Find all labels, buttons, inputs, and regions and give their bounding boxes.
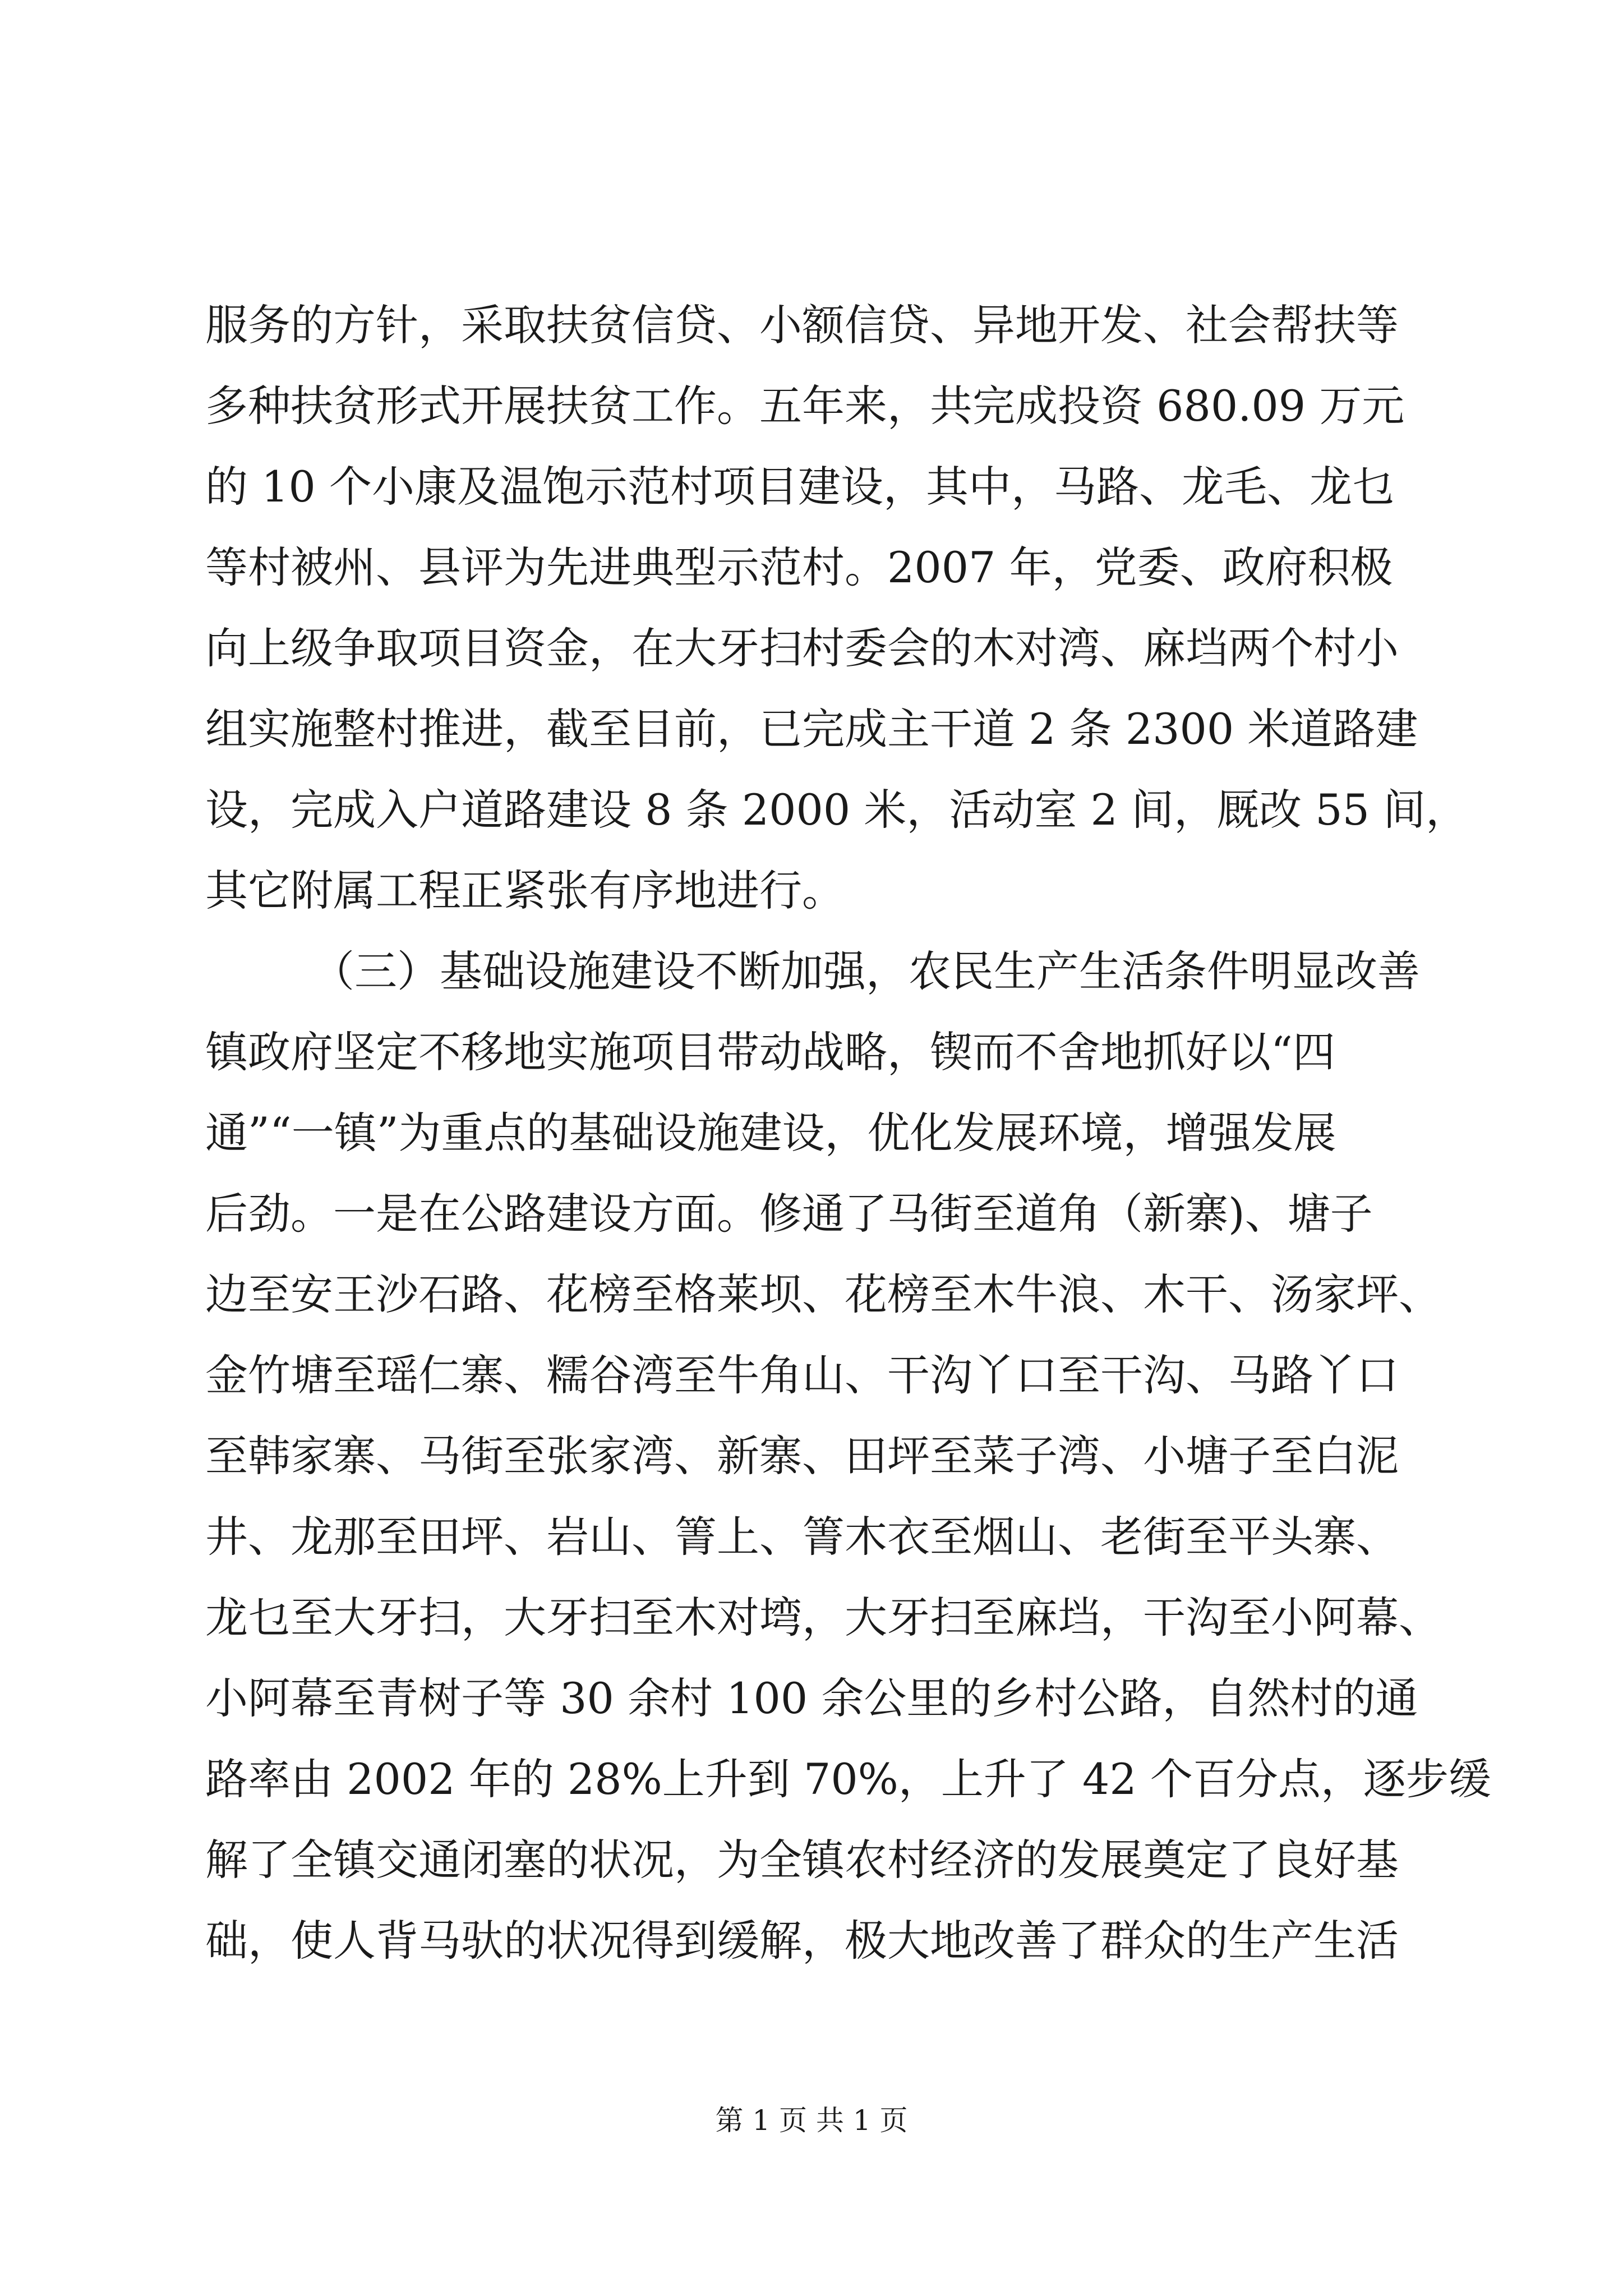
text-line: 金竹塘至瑶仁寨、糯谷湾至牛角山、干沟丫口至干沟、马路丫口 <box>205 1350 1399 1400</box>
text-line: 组实施整村推进，截至目前，已完成主干道 2 条 2300 米道路建 <box>205 704 1418 754</box>
text-line: 向上级争取项目资金，在大牙扫村委会的木对湾、麻垱两个村小 <box>205 623 1399 673</box>
text-line: 龙乜至大牙扫，大牙扫至木对塆，大牙扫至麻垱，干沟至小阿幕、 <box>205 1593 1441 1642</box>
text-line: 后劲。一是在公路建设方面。修通了马街至道角（新寨)、塘子 <box>205 1189 1373 1239</box>
text-line: 通”“一镇”为重点的基础设施建设，优化发展环境，增强发展 <box>205 1108 1336 1158</box>
text-line: 井、龙那至田坪、岩山、箐上、箐木衣至烟山、老街至平头寨、 <box>205 1512 1399 1562</box>
page-number-footer: 第 1 页 共 1 页 <box>715 2104 908 2137</box>
section-heading: （三）基础设施建设不断加强，农民生产生活条件明显改善 <box>312 946 1420 996</box>
text-line: 设，完成入户道路建设 8 条 2000 米，活动室 2 间，厩改 55 间， <box>205 785 1469 835</box>
text-line: 镇政府坚定不移地实施项目带动战略，锲而不舍地抓好以“四 <box>205 1027 1335 1077</box>
text-line: 础，使人背马驮的状况得到缓解，极大地改善了群众的生产生活 <box>205 1916 1399 1966</box>
text-line: 服务的方针，采取扶贫信贷、小额信贷、异地开发、社会帮扶等 <box>205 300 1399 350</box>
text-line: 至韩家寨、马街至张家湾、新寨、田坪至菜子湾、小塘子至白泥 <box>205 1431 1399 1481</box>
text-line: 边至安王沙石路、花榜至格莱坝、花榜至木牛浪、木干、汤家坪、 <box>205 1269 1441 1319</box>
text-line: 多种扶贫形式开展扶贫工作。五年来，共完成投资 680.09 万元 <box>205 381 1405 431</box>
text-line: 的 10 个小康及温饱示范村项目建设，其中，马路、龙毛、龙乜 <box>205 462 1395 512</box>
text-line: 小阿幕至青树子等 30 余村 100 余公里的乡村公路，自然村的通 <box>205 1673 1418 1723</box>
text-line: 路率由 2002 年的 28%上升到 70%，上升了 42 个百分点，逐步缓 <box>205 1754 1491 1804</box>
text-line: 等村被州、县评为先进典型示范村。2007 年，党委、政府积极 <box>205 542 1393 592</box>
text-line: 解了全镇交通闭塞的状况，为全镇农村经济的发展奠定了良好基 <box>205 1835 1399 1885</box>
text-line: 其它附属工程正紧张有序地进行。 <box>205 866 845 915</box>
